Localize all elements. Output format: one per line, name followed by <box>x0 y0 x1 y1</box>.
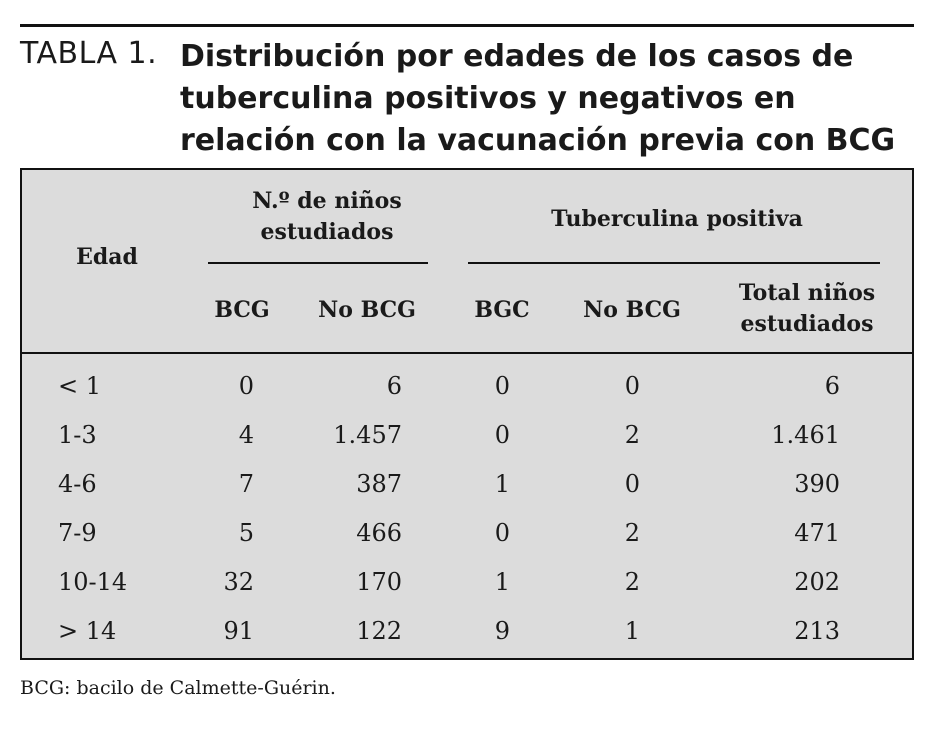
cell-total: 6 <box>824 372 840 400</box>
cell-bgc: 0 <box>494 519 510 547</box>
header-group-rule-1 <box>208 262 428 264</box>
top-rule <box>20 24 914 27</box>
cell-edad: < 1 <box>58 372 102 400</box>
cell-bgc: 1 <box>494 568 510 596</box>
cell-no-bcg-positive: 2 <box>624 568 640 596</box>
header-group-rule-2 <box>468 262 880 264</box>
table-footnote: BCG: bacilo de Calmette-Guérin. <box>20 677 336 699</box>
cell-total: 471 <box>794 519 840 547</box>
cell-no-bcg: 6 <box>386 372 402 400</box>
cell-edad: 1-3 <box>58 421 97 449</box>
header-group-tuberculina-positiva: Tuberculina positiva <box>551 206 803 232</box>
header-bcg: BCG <box>214 297 270 323</box>
cell-edad: 7-9 <box>58 519 97 547</box>
cell-bgc: 1 <box>494 470 510 498</box>
table-title: Distribución por edades de los casos de tuberculina positivos y negativos en relación con la vacunación previa con BCG <box>180 39 896 158</box>
header-bgc: BGC <box>474 297 530 323</box>
cell-bcg: 5 <box>238 519 254 547</box>
data-table <box>20 168 914 660</box>
cell-bgc: 0 <box>494 372 510 400</box>
cell-total: 202 <box>794 568 840 596</box>
header-edad: Edad <box>76 244 138 270</box>
cell-no-bcg-positive: 0 <box>624 372 640 400</box>
cell-edad: > 14 <box>58 617 117 645</box>
cell-total: 390 <box>794 470 840 498</box>
header-no-bcg-positive: No BCG <box>583 297 681 323</box>
cell-bgc: 9 <box>494 617 510 645</box>
cell-no-bcg-positive: 2 <box>624 519 640 547</box>
cell-no-bcg-positive: 1 <box>624 617 640 645</box>
table-label: TABLA 1. <box>20 36 158 71</box>
cell-bgc: 0 <box>494 421 510 449</box>
cell-bcg: 32 <box>223 568 254 596</box>
cell-no-bcg: 466 <box>356 519 402 547</box>
cell-bcg: 91 <box>223 617 254 645</box>
header-no-bcg: No BCG <box>318 297 416 323</box>
cell-no-bcg-positive: 2 <box>624 421 640 449</box>
cell-edad: 10-14 <box>58 568 128 596</box>
cell-no-bcg-positive: 0 <box>624 470 640 498</box>
header-divider <box>22 352 912 354</box>
cell-no-bcg: 122 <box>356 617 402 645</box>
cell-no-bcg: 387 <box>356 470 402 498</box>
cell-no-bcg: 170 <box>356 568 402 596</box>
cell-total: 213 <box>794 617 840 645</box>
cell-edad: 4-6 <box>58 470 97 498</box>
cell-bcg: 0 <box>238 372 254 400</box>
header-group-ninos-estudiados: N.º de niños estudiados <box>252 188 402 245</box>
cell-bcg: 7 <box>238 470 254 498</box>
cell-total: 1.461 <box>771 421 840 449</box>
header-total-ninos: Total niños estudiados <box>738 280 876 337</box>
cell-bcg: 4 <box>238 421 254 449</box>
cell-no-bcg: 1.457 <box>333 421 402 449</box>
